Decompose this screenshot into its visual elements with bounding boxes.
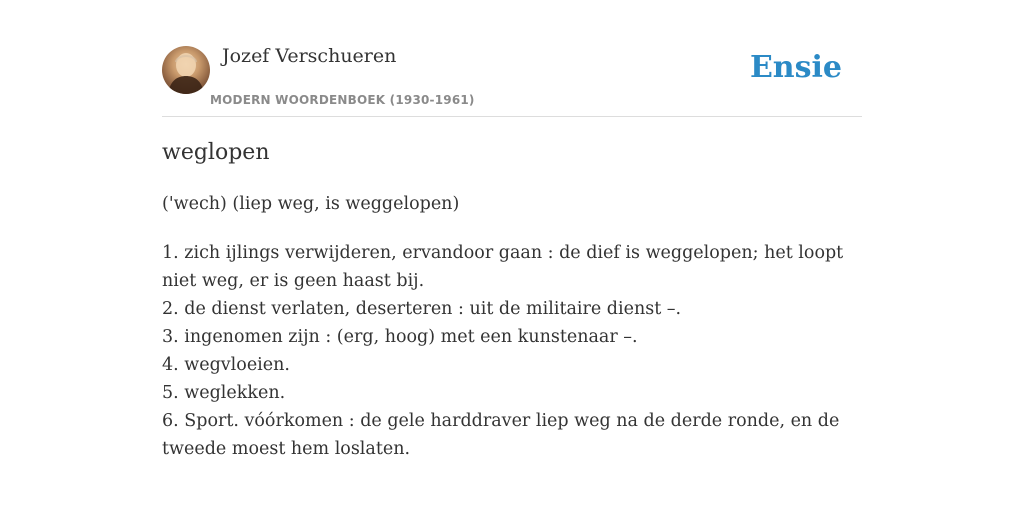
author-name[interactable]: Jozef Verschueren — [222, 45, 397, 67]
portrait-icon — [162, 46, 210, 94]
definition-item: 1. zich ijlings verwijderen, ervandoor gaan : de dief is weggelopen; het loopt niet weg, er is geen haast bij. — [162, 243, 844, 291]
header — [162, 44, 862, 117]
entry-pronunciation: ('wech) (liep weg, is weggelopen) — [162, 194, 460, 214]
author-avatar[interactable] — [162, 46, 210, 94]
definition-item: 6. Sport. vóórkomen : de gele harddraver liep weg na de derde ronde, en de tweede moest hem loslaten. — [162, 411, 840, 459]
definition-list — [162, 239, 862, 463]
definition-item: 2. de dienst verlaten, deserteren : uit de militaire dienst –. — [162, 299, 682, 319]
definition-item: 4. wegvloeien. — [162, 355, 290, 375]
brand-logo[interactable]: Ensie — [749, 50, 842, 85]
entry-headword: weglopen — [162, 140, 270, 165]
definition-item: 5. weglekken. — [162, 383, 286, 403]
source-label[interactable]: MODERN WOORDENBOEK (1930-1961) — [210, 93, 475, 107]
definition-item: 3. ingenomen zijn : (erg, hoog) met een kunstenaar –. — [162, 327, 638, 347]
